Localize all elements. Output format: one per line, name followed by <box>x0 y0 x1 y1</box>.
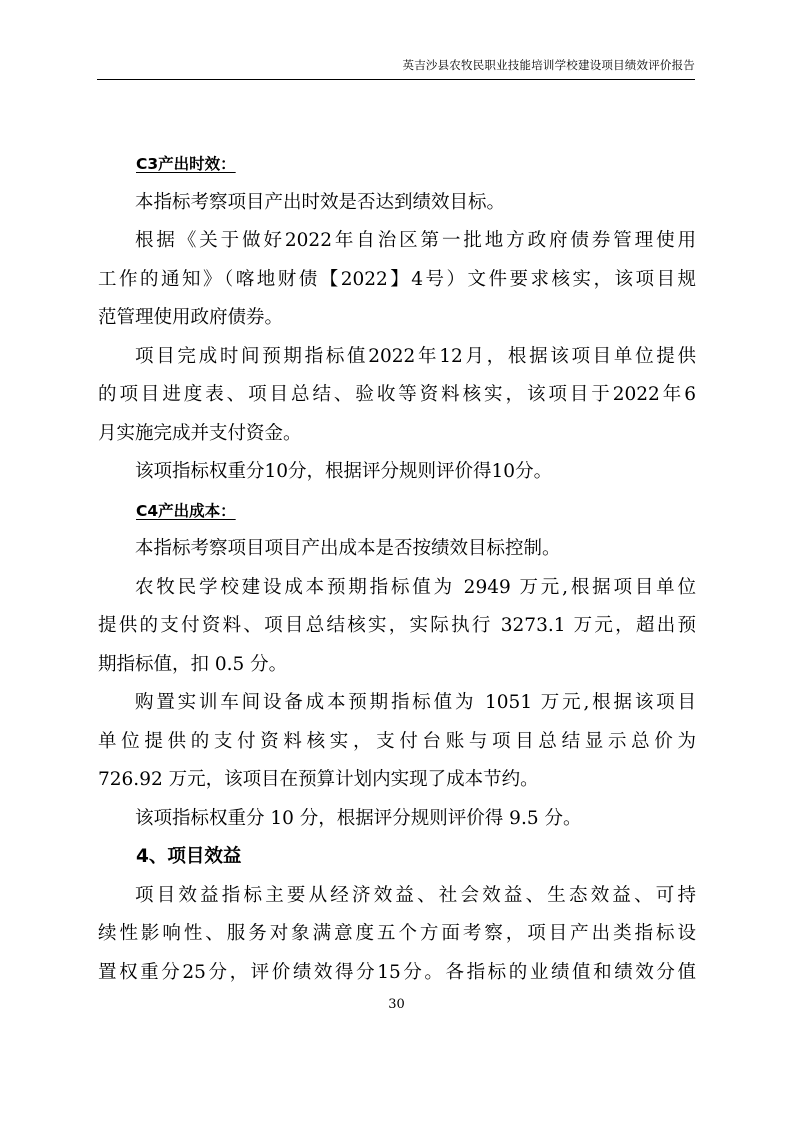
paragraph-line: 续性影响性、服务对象满意度五个方面考察，项目产出类指标设 <box>98 923 696 944</box>
document-body <box>98 145 696 992</box>
heading-c3: C3产出时效： <box>136 155 236 173</box>
paragraph-line: 单位提供的支付资料核实，支付台账与项目总结显示总价为 <box>98 730 696 752</box>
document-header: 英吉沙县农牧民职业技能培训学校建设项目绩效评价报告 <box>402 58 695 72</box>
heading-project-benefit: 4、项目效益 <box>136 846 242 867</box>
paragraph-line: 购置实训车间设备成本预期指标值为 1051 万元,根据该项目 <box>135 692 696 713</box>
page-number: 30 <box>388 997 405 1012</box>
paragraph-line: 提供的支付资料、项目总结核实，实际执行 3273.1 万元，超出预 <box>98 615 696 636</box>
paragraph-line: 项目效益指标主要从经济效益、社会效益、生态效益、可持 <box>135 884 696 906</box>
paragraph-line: 该项指标权重分 10 分，根据评分规则评价得 9.5 分。 <box>135 807 582 829</box>
paragraph-line: 范管理使用政府债券。 <box>98 307 284 328</box>
paragraph-line: 该项指标权重分10分，根据评分规则评价得10分。 <box>135 461 553 482</box>
paragraph-line: 置权重分25分，评价绩效得分15分。各指标的业绩值和绩效分值 <box>98 961 696 983</box>
paragraph-line: 根据《关于做好2022年自治区第一批地方政府债券管理使用 <box>135 230 696 251</box>
paragraph-line: 726.92 万元，该项目在预算计划内实现了成本节约。 <box>98 769 539 790</box>
paragraph-line: 本指标考察项目产出时效是否达到绩效目标。 <box>135 191 506 213</box>
paragraph-line: 本指标考察项目项目产出成本是否按绩效目标控制。 <box>135 538 561 559</box>
paragraph-line: 项目完成时间预期指标值2022年12月，根据该项目单位提供 <box>135 345 696 367</box>
paragraph-line: 月实施完成并支付资金。 <box>98 422 302 444</box>
paragraph-line: 的项目进度表、项目总结、验收等资料核实，该项目于2022年6 <box>98 384 696 405</box>
header-rule <box>97 79 695 80</box>
paragraph-line: 期指标值，扣 0.5 分。 <box>98 653 288 675</box>
paragraph-line: 农牧民学校建设成本预期指标值为 2949 万元,根据项目单位 <box>135 576 696 598</box>
heading-c4: C4产出成本： <box>136 501 236 520</box>
paragraph-line: 工作的通知》（喀地财债【2022】4号）文件要求核实，该项目规 <box>98 268 696 290</box>
